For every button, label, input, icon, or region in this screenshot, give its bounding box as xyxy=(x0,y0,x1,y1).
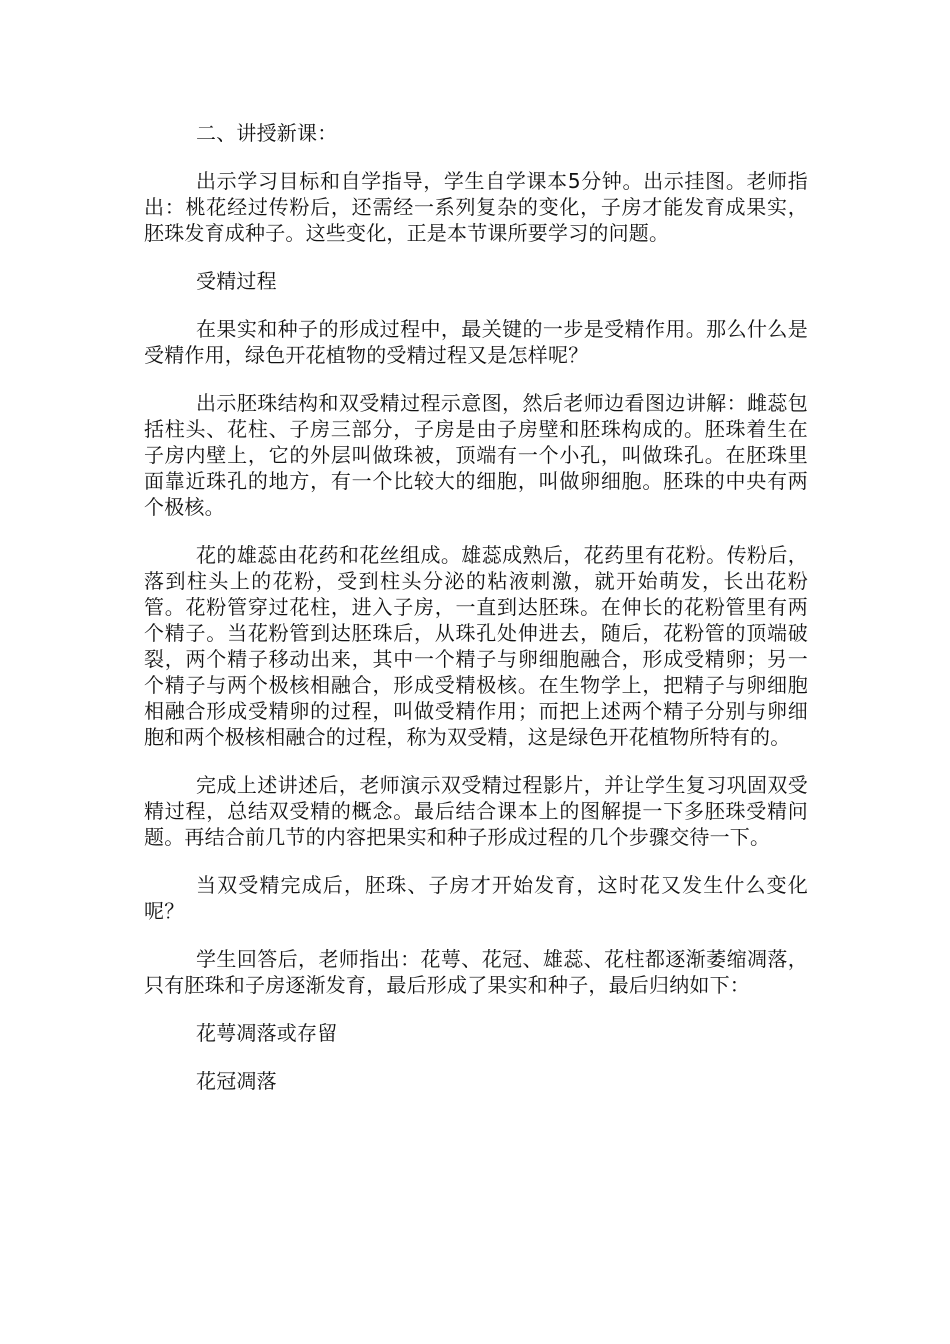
paragraph-learning-goals: 出示学习目标和自学指导，学生自学课本5分钟。出示挂图。老师指出：桃花经过传粉后，还需经一系列复杂的变化，子房才能发育成果实，胚珠发育成种子。这些变化，正是本节课所要学习的问题。 xyxy=(144,169,808,245)
paragraph-key-step: 在果实和种子的形成过程中，最关键的一步是受精作用。那么什么是受精作用，绿色开花植物的受精过程又是怎样呢？ xyxy=(144,317,808,367)
document-page xyxy=(144,120,808,1116)
paragraph-summary: 学生回答后，老师指出：花萼、花冠、雄蕊、花柱都逐渐萎缩凋落，只有胚珠和子房逐渐发育，最后形成了果实和种子，最后归纳如下： xyxy=(144,947,808,997)
list-item-corolla: 花冠凋落 xyxy=(196,1069,277,1093)
section-heading-new-lesson: 二、讲授新课： xyxy=(196,121,338,145)
paragraph-review: 完成上述讲述后，老师演示双受精过程影片，并让学生复习巩固双受精过程，总结双受精的概念。最后结合课本上的图解提一下多胚珠受精问题。再结合前几节的内容把果实和种子形成过程的几个步骤交待一下。 xyxy=(144,773,808,849)
paragraph-question: 当双受精完成后，胚珠、子房才开始发育，这时花又发生什么变化呢？ xyxy=(144,873,808,923)
paragraph-double-fertilization: 花的雄蕊由花药和花丝组成。雄蕊成熟后，花药里有花粉。传粉后，落到柱头上的花粉，受到柱头分泌的粘液刺激，就开始萌发，长出花粉管。花粉管穿过花柱，进入子房，一直到达胚珠。在伸长的花粉管里有两个精子。当花粉管到达胚珠后，从珠孔处伸进去，随后，花粉管的顶端破裂，两个精子移动出来，其中一个精子与卵细胞融合，形成受精卵；另一个精子与两个极核相融合，形成受精极核。在生物学上，把精子与卵细胞相融合形成受精卵的过程，叫做受精作用；而把上述两个精子分别与卵细胞和两个极核相融合的过程，称为双受精，这是绿色开花植物所特有的。 xyxy=(144,543,808,749)
paragraph-ovule-structure: 出示胚珠结构和双受精过程示意图，然后老师边看图边讲解：雌蕊包括柱头、花柱、子房三部分，子房是由子房壁和胚珠构成的。胚珠着生在子房内壁上，它的外层叫做珠被，顶端有一个小孔，叫做珠孔。在胚珠里面靠近珠孔的地方，有一个比较大的细胞，叫做卵细胞。胚珠的中央有两个极核。 xyxy=(144,391,808,519)
subheading-fertilization-process: 受精过程 xyxy=(196,269,277,293)
list-item-sepal: 花萼凋落或存留 xyxy=(196,1021,338,1045)
